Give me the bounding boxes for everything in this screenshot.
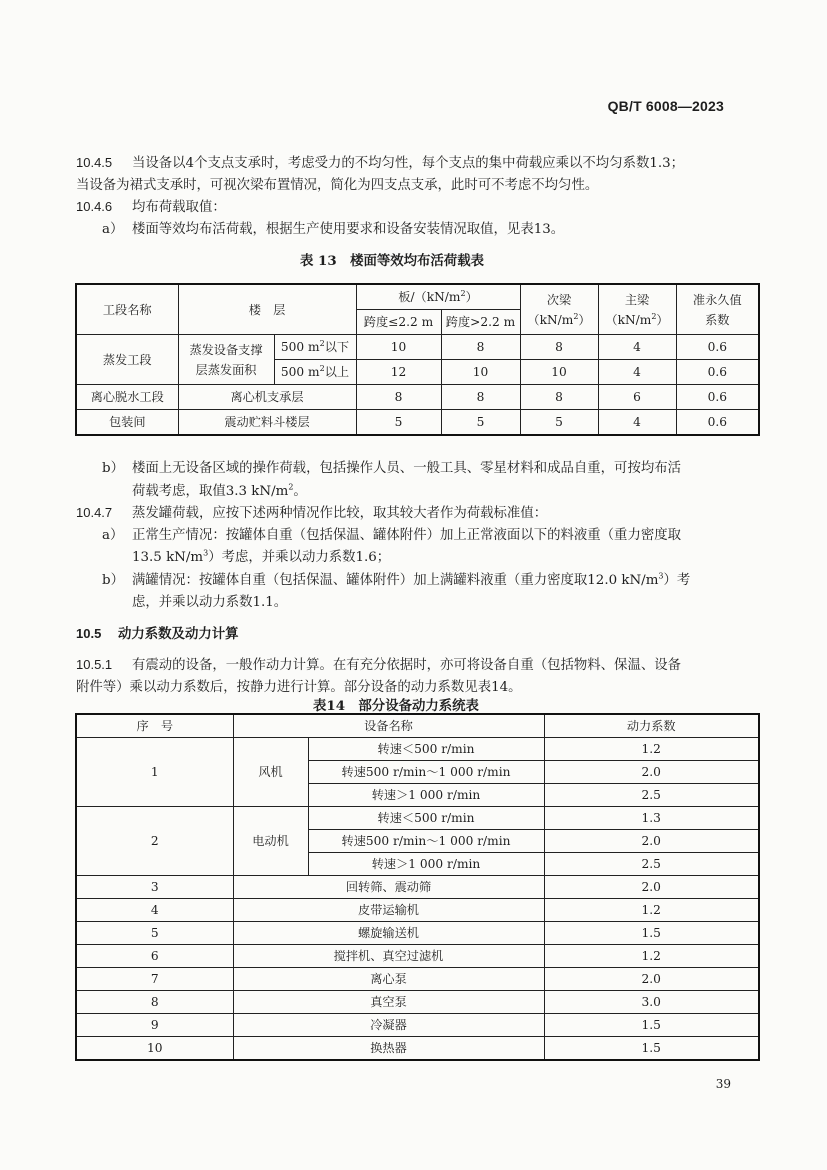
clause-10-4-5-line1 [76,152,684,171]
cell-floor: 离心机支承层 [178,385,356,410]
cell-no: 2 [76,807,233,876]
cell-section: 蒸发工段 [76,335,178,385]
table-header-row [76,284,759,310]
cell-value: 0.6 [676,385,759,410]
cell-coefficient: 1.3 [544,807,759,830]
cell-no: 3 [76,876,233,899]
cell-coefficient: 1.5 [544,1014,759,1037]
clause-10-4-7 [76,502,547,521]
list-marker: a） [102,222,124,237]
cell-value: 8 [520,385,598,410]
page-number: 39 [715,1077,731,1091]
cell-coefficient: 1.5 [544,922,759,945]
clause-text: 蒸发罐荷载，应按下述两种情况作比较，取其较大者作为荷载标准值： [132,506,548,521]
cell-area: 500 $m^2$以下 [274,335,356,360]
cell-value: 5 [520,410,598,436]
cell-equipment: 风机 [233,738,308,807]
clause-10-4-7-b-line1: b） 满罐情况：按罐体自重（包括保温、罐体附件）加上满罐料液重（重力密度取12.0 $kN/m^3$）考 [102,569,690,588]
cell-value: 8 [441,335,520,360]
clause-10-4-6-b-line2: 荷载考虑，取值3.3 $kN/m^2$。 [132,482,307,499]
cell-speed: 转速＜500 r/min [308,807,544,830]
cell-value: 10 [520,360,598,385]
cell-equipment: 回转筛、震动筛 [233,876,544,899]
clause-number: 10.4.5 [76,155,113,170]
list-marker: b） [102,573,124,588]
clause-10-4-7-a-line1 [102,524,681,543]
cell-value: 0.6 [676,410,759,436]
header-section: 工段名称 [76,284,178,335]
header-no: 序 号 [76,714,233,738]
section-number: 10.5 [76,626,102,641]
cell-value: 4 [598,335,676,360]
cell-coefficient: 1.2 [544,738,759,761]
cell-value: 8 [520,335,598,360]
header-floor: 楼 层 [178,284,356,335]
cell-coefficient: 2.0 [544,876,759,899]
list-text: 楼面上无设备区域的操作荷载，包括操作人员、一般工具、零星材料和成品自重，可按均布活 [132,461,682,476]
cell-no: 9 [76,1014,233,1037]
table-row [76,991,759,1014]
clause-10-5-1-line1 [76,654,681,673]
clause-text: 均布荷载取值： [132,200,226,215]
clause-number: 10.4.6 [76,199,113,214]
table-row [76,807,759,830]
cell-value: 6 [598,385,676,410]
table-row [76,385,759,410]
cell-coefficient: 2.0 [544,761,759,784]
cell-no: 4 [76,899,233,922]
header-span-small: 跨度≤2.2 m [356,310,441,335]
clause-10-4-6-b-line1 [102,457,681,476]
cell-speed: 转速＞1 000 r/min [308,853,544,876]
cell-value: 5 [441,410,520,436]
cell-value: 10 [356,335,441,360]
cell-floor: 震动贮料斗楼层 [178,410,356,436]
header-secondary-beam: 次梁 $(kN/m^2)$ [520,284,598,335]
cell-value: 4 [598,360,676,385]
clause-10-4-6-a [102,218,564,237]
table-row [76,1014,759,1037]
cell-equipment: 离心泵 [233,968,544,991]
cell-no: 1 [76,738,233,807]
cell-equipment: 螺旋输送机 [233,922,544,945]
cell-no: 10 [76,1037,233,1061]
section-10-5-heading [76,623,239,642]
cell-speed: 转速＞1 000 r/min [308,784,544,807]
cell-value: 8 [356,385,441,410]
section-title: 动力系数及动力计算 [118,626,239,642]
clause-text: 当设备以4个支点支承时，考虑受力的不均匀性，每个支点的集中荷载应乘以不均匀系数1.3； [132,156,685,171]
cell-value: 4 [598,410,676,436]
cell-value: 12 [356,360,441,385]
cell-value: 5 [356,410,441,436]
header-main-beam: 主梁 $(kN/m^2)$ [598,284,676,335]
clause-number: 10.4.7 [76,505,113,520]
cell-speed: 转速500 r/min～1 000 r/min [308,830,544,853]
cell-equipment: 真空泵 [233,991,544,1014]
clause-number: 10.5.1 [76,657,113,672]
list-marker: a） [102,528,124,543]
clause-text: 有震动的设备，一般作动力计算。在有充分依据时，亦可将设备自重（包括物料、保温、设备 [132,658,682,673]
header-dynamic-coefficient: 动力系数 [544,714,759,738]
table-header-row [76,714,759,738]
cell-value: 0.6 [676,360,759,385]
table-row [76,410,759,436]
cell-value: 8 [441,385,520,410]
standard-code: QB/T 6008—2023 [607,98,724,114]
cell-coefficient: 2.5 [544,784,759,807]
cell-area: 500 $m^2$以上 [274,360,356,385]
cell-no: 6 [76,945,233,968]
cell-coefficient: 1.5 [544,1037,759,1061]
cell-no: 7 [76,968,233,991]
cell-coefficient: 1.2 [544,945,759,968]
list-text: 正常生产情况：按罐体自重（包括保温、罐体附件）加上正常液面以下的料液重（重力密度取 [132,528,682,543]
cell-no: 5 [76,922,233,945]
table-13-caption: 表 13 楼面等效均布活荷载表 [300,253,484,269]
cell-value: 10 [441,360,520,385]
cell-no: 8 [76,991,233,1014]
header-slab: 板$/(kN/m^2)$ [356,284,520,310]
clause-10-4-7-a-line2: 13.5 $kN/m^3$）考虑，并乘以动力系数1.6； [132,548,391,565]
clause-10-4-7-b-line2: 虑，并乘以动力系数1.1。 [132,595,288,610]
cell-speed: 转速＜500 r/min [308,738,544,761]
table-row [76,876,759,899]
table-13 [75,283,760,436]
list-marker: b） [102,461,124,476]
clause-10-5-1-line2: 附件等）乘以动力系数后，按静力进行计算。部分设备的动力系数见表14。 [76,680,522,695]
cell-speed: 转速500 r/min～1 000 r/min [308,761,544,784]
cell-coefficient: 3.0 [544,991,759,1014]
table-14-caption: 表14 部分设备动力系统表 [313,698,479,714]
table-row [76,335,759,360]
table-row [76,899,759,922]
cell-section: 包装间 [76,410,178,436]
table-14 [75,713,760,1061]
cell-equipment: 冷凝器 [233,1014,544,1037]
cell-section: 离心脱水工段 [76,385,178,410]
cell-equipment: 电动机 [233,807,308,876]
list-text: 楼面等效均布活荷载，根据生产使用要求和设备安装情况取值，见表13。 [132,222,565,237]
cell-equipment: 换热器 [233,1037,544,1061]
cell-equipment: 皮带运输机 [233,899,544,922]
table-row [76,738,759,761]
cell-equipment: 搅拌机、真空过滤机 [233,945,544,968]
table-row [76,922,759,945]
table-row [76,968,759,991]
table-row [76,1037,759,1061]
cell-coefficient: 2.0 [544,968,759,991]
cell-coefficient: 1.2 [544,899,759,922]
clause-10-4-5-line2: 当设备为裙式支承时，可视次梁布置情况，简化为四支点支承，此时可不考虑不均匀性。 [76,178,599,193]
header-equipment-name: 设备名称 [233,714,544,738]
cell-coefficient: 2.0 [544,830,759,853]
cell-value: 0.6 [676,335,759,360]
header-quasi-permanent: 准永久值 系数 [676,284,759,335]
table-row [76,945,759,968]
clause-10-4-6 [76,196,226,215]
cell-floor: 蒸发设备支撑 层蒸发面积 [178,335,274,385]
cell-coefficient: 2.5 [544,853,759,876]
header-span-large: 跨度>2.2 m [441,310,520,335]
